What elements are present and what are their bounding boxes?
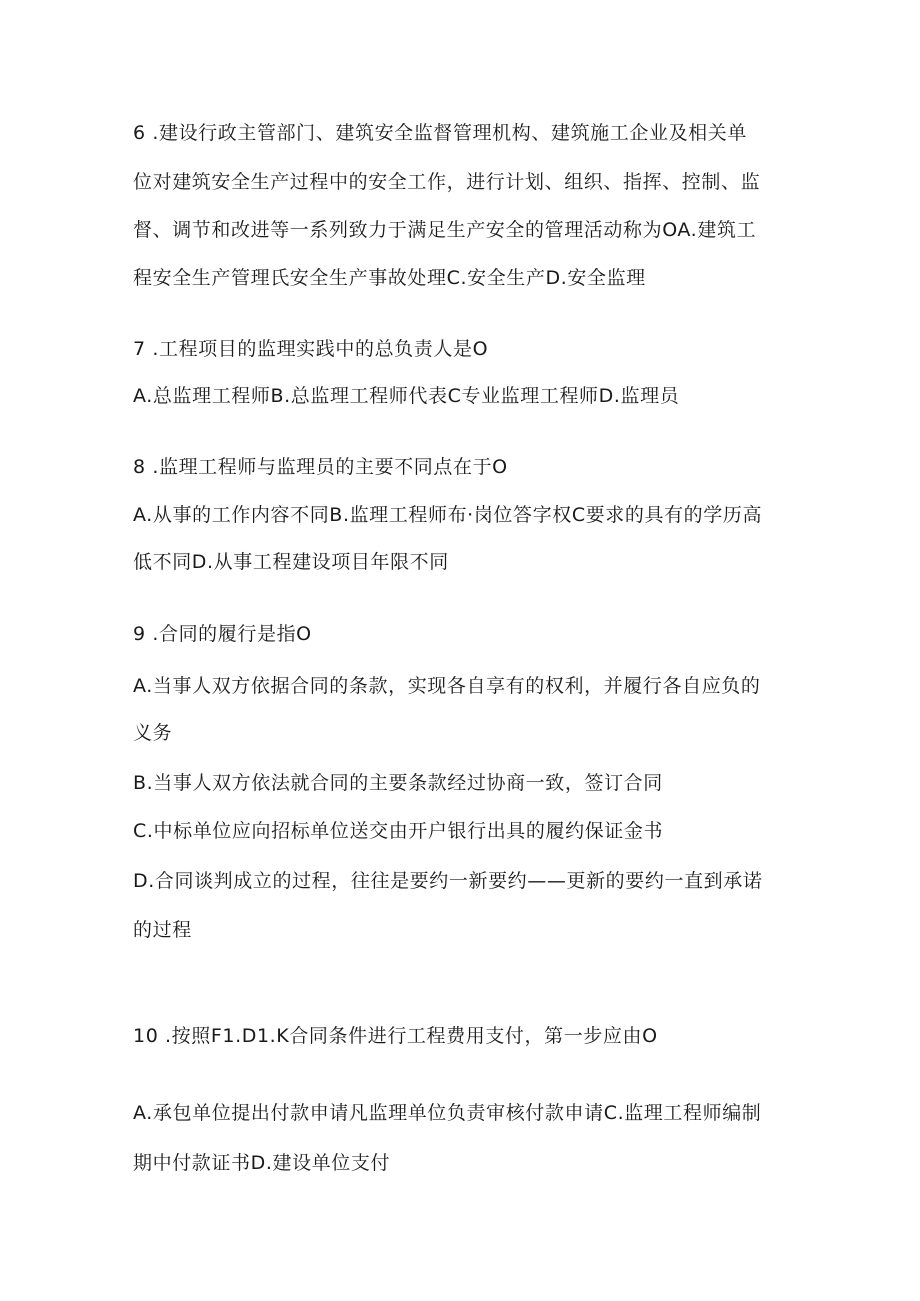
question-8-line-2: A.从事的工作内容不同B.监理工程师布·岗位答字权C要求的具有的学历高 [133, 504, 763, 526]
question-9-line-5: C.中标单位应向招标单位送交由开户银行出具的履约保证金书 [133, 820, 664, 842]
question-6-line-3: 督、调节和改进等一系列致力于满足生产安全的管理活动称为OA.建筑工 [133, 219, 757, 241]
question-9-line-4: B.当事人双方依法就合同的主要条款经过协商一致，签订合同 [133, 772, 663, 794]
question-7-line-1: 7 .工程项目的监理实践中的总负责人是O [133, 338, 489, 360]
question-6-line-2: 位对建筑安全生产过程中的安全工作，进行计划、组织、指挥、控制、监 [133, 171, 761, 193]
question-7-line-2: A.总监理工程师B.总监理工程师代表C专业监理工程师D.监理员 [133, 385, 680, 407]
question-9-line-7: 的过程 [133, 919, 192, 941]
question-9-line-6: D.合同谈判成立的过程，往往是要约一新要约——更新的要约一直到承诺 [133, 870, 763, 892]
question-6-line-4: 程安全生产管理氏安全生产事故处理C.安全生产D.安全监理 [133, 267, 646, 289]
question-10-line-2: A.承包单位提出付款申请凡监理单位负责审核付款申请C.监理工程师编制 [133, 1102, 762, 1124]
question-9-line-3: 义务 [133, 722, 173, 744]
question-9-line-1: 9 .合同的履行是指O [133, 623, 312, 645]
question-10-line-1: 10 .按照F1.D1.K合同条件进行工程费用支付，第一步应由O [133, 1025, 658, 1047]
question-6-line-1: 6 .建设行政主管部门、建筑安全监督管理机构、建筑施工企业及相关单 [133, 122, 747, 144]
question-10-line-3: 期中付款证书D.建设单位支付 [133, 1152, 391, 1174]
question-8-line-1: 8 .监理工程师与监理员的主要不同点在于O [133, 456, 508, 478]
question-8-line-3: 低不同D.从事工程建设项目年限不同 [133, 551, 449, 573]
question-9-line-2: A.当事人双方依据合同的条款，实现各自享有的权利，并履行各自应负的 [133, 675, 761, 697]
